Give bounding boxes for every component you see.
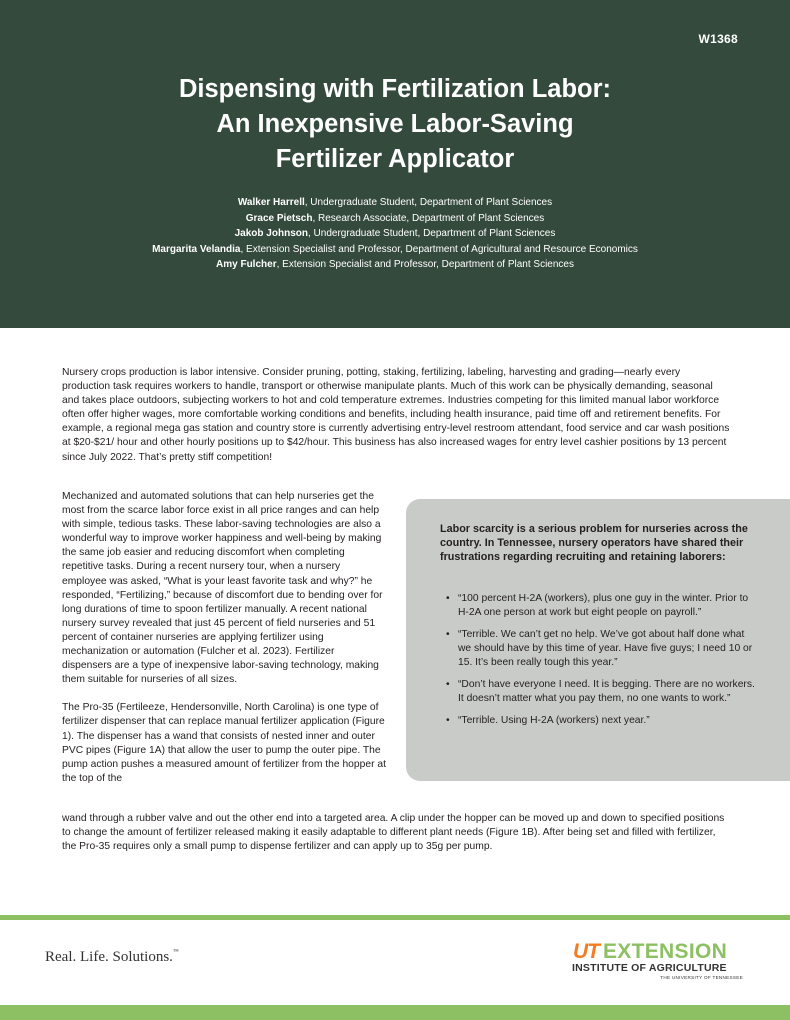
header-banner bbox=[0, 0, 790, 328]
labor-scarcity-callout bbox=[406, 499, 790, 781]
quote-list bbox=[446, 592, 756, 736]
quote-text: “Don’t have everyone I need. It is begging. There are no workers. It doesn’t matter what you pay them, no one wants to work.” bbox=[458, 679, 755, 704]
ut-monogram: UT bbox=[573, 940, 599, 963]
list-item bbox=[446, 714, 756, 728]
list-item bbox=[446, 628, 756, 670]
trademark-mark: ™ bbox=[172, 949, 179, 955]
author-role: , Undergraduate Student, Department of Plant Sciences bbox=[307, 228, 556, 239]
logo-university-text: THE UNIVERSITY OF TENNESSEE bbox=[660, 975, 743, 980]
bullet-icon: • bbox=[446, 679, 450, 690]
intro-paragraph bbox=[62, 366, 730, 465]
intro-text: Nursery crops production is labor intensive. Consider pruning, potting, staking, fertilizing, labeling, harvesting and grading—nearly every production task requires workers to handle, transport or otherwise manipulate plants. Much of this work can be physically demanding, seasonal and takes place outdoors, subjecting workers to hot and cold temperature extremes. Industries competing for this limited manual labor workforce often offer higher wages, more comfortable working conditions and benefits, including health insurance, paid time off and retirement benefits. For example, a regional mega gas station and country store is currently advertising entry-level restroom attendant, food service and car wash positions at $20-$21/ hour and other hourly positions up to $42/hour. This business has also increased wages for entry level cashier positions by 13 percent since July 2022. That’s pretty stiff competition! bbox=[62, 367, 730, 463]
ut-extension-logo[interactable] bbox=[570, 940, 745, 984]
document-id: W1368 bbox=[698, 32, 738, 46]
paragraph-pro35-end: wand through a rubber valve and out the other end into a targeted area. A clip under the hopper can be moved up and down to specified positions to change the amount of fertilizer released making it easily adaptable to different plant needs (Figure 1B). After being set and filled with fertilizer, the Pro-35 requires only a small pump to dispense fertilizer and can apply up to 35g per pump. bbox=[62, 813, 725, 853]
author-list bbox=[0, 195, 790, 273]
author-name: Jakob Johnson bbox=[234, 228, 308, 239]
author-line bbox=[0, 226, 790, 242]
logo-institute-text: INSTITUTE OF AGRICULTURE bbox=[572, 962, 727, 974]
pro35-paragraph-continued bbox=[62, 812, 730, 854]
author-line bbox=[0, 195, 790, 211]
title-line-3: Fertilizer Applicator bbox=[275, 145, 515, 173]
author-line bbox=[0, 257, 790, 273]
author-role: , Extension Specialist and Professor, Department of Plant Sciences bbox=[276, 259, 574, 270]
paragraph-mechanization: Mechanized and automated solutions that can help nurseries get the most from the scarce labor force exist in all price ranges and can help with simple, tedious tasks. These labor-saving technologies are also a wonderful way to improve worker happiness and well-being by making the same job easier and reducing discomfort when completing repetitive tasks. During a recent nursery tour, when a nursery employee was asked, “What is your least favorite task and why?” he responded, “Fertilizing,” because of discomfort due to bending over for long durations of time to spoon fertilizer manually. A recent national nursery survey revealed that just 45 percent of field nurseries and 51 percent of container nurseries are applying fertilizer using mechanization or automation (Fulcher et al. 2023). Fertilizer dispensers are a type of inexpensive labor-saving technology, making them suitable for nurseries of all sizes. bbox=[62, 491, 383, 686]
bullet-icon: • bbox=[446, 629, 450, 640]
author-line bbox=[0, 242, 790, 258]
tagline-text: Real. Life. Solutions. bbox=[45, 949, 173, 965]
quote-text: “100 percent H-2A (workers), plus one guy in the winter. Prior to H-2A one person at work but eight people on payroll.” bbox=[458, 593, 749, 618]
bullet-icon: • bbox=[446, 593, 450, 604]
list-item bbox=[446, 592, 756, 620]
author-role: , Undergraduate Student, Department of Plant Sciences bbox=[304, 197, 553, 208]
quote-text: “Terrible. Using H-2A (workers) next year.” bbox=[458, 715, 650, 726]
paragraph-pro35-start: The Pro-35 (Fertileeze, Hendersonville, North Carolina) is one type of fertilizer dispenser that can replace manual fertilizer application (Figure 1). The dispenser has a wand that consists of nested inner and outer PVC pipes (Figure 1A) that allow the user to pump the outer pipe. The pump action pushes a measured amount of fertilizer from the hopper at the top of the bbox=[62, 702, 386, 784]
logo-extension-text: EXTENSION bbox=[603, 940, 728, 963]
title-line-1: Dispensing with Fertilization Labor: bbox=[178, 75, 612, 103]
quote-text: “Terrible. We can’t get no help. We’ve got about half done what we should have by this time of year. Have five guys; I need 10 or 15. It’s been really tough this year.” bbox=[458, 629, 753, 668]
bullet-icon: • bbox=[446, 715, 450, 726]
callout-heading: Labor scarcity is a serious problem for nurseries across the country. In Tennessee, nursery operators have shared their frustrations regarding recruiting and retaining laborers: bbox=[440, 523, 748, 563]
author-name: Amy Fulcher bbox=[216, 259, 277, 270]
list-item bbox=[446, 678, 756, 706]
tagline bbox=[45, 949, 179, 966]
title-line-2: An Inexpensive Labor-Saving bbox=[216, 110, 574, 138]
footer-bar bbox=[0, 1005, 790, 1020]
author-role: , Research Associate, Department of Plant Sciences bbox=[312, 212, 545, 224]
page-title bbox=[0, 72, 790, 177]
author-name: Grace Pietsch bbox=[245, 212, 313, 224]
author-name: Walker Harrell bbox=[237, 197, 305, 208]
author-role: , Extension Specialist and Professor, Department of Agricultural and Resource Economics bbox=[240, 243, 638, 255]
author-line bbox=[0, 211, 790, 227]
left-column bbox=[62, 490, 386, 786]
author-name: Margarita Velandia bbox=[152, 243, 241, 255]
footer-divider bbox=[0, 915, 790, 920]
